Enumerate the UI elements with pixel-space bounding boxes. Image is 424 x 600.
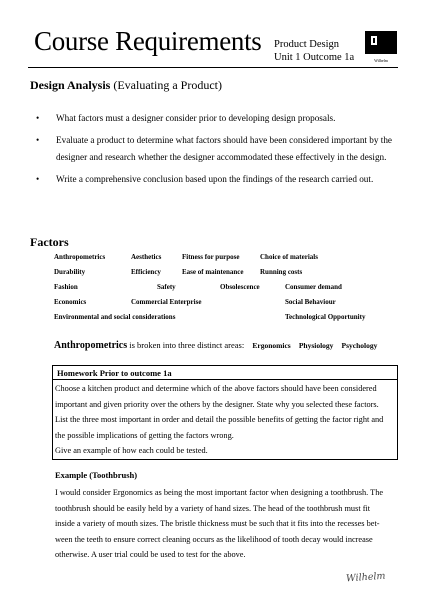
homework-line: Give an example of how each could be tested.	[55, 446, 208, 455]
homework-line: the possible implications of getting the factors wrong.	[55, 430, 234, 440]
bullet-icon: •	[36, 173, 40, 184]
course-subtitle	[274, 38, 354, 64]
area-ergonomics: Ergonomics	[252, 341, 291, 350]
logo-emblem-icon	[370, 35, 378, 46]
factor-item: Anthropometrics	[54, 253, 106, 261]
example-line: toothbrush should be easily held by a variety of hand sizes. The head of the toothbrush must fit	[55, 503, 371, 513]
homework-line: important and given priority over the others by the designer. State why you selected these factors.	[55, 399, 379, 409]
factor-item: Environmental and social considerations	[54, 313, 176, 321]
list-item	[36, 110, 406, 128]
list-item-text: Write a comprehensive conclusion based upon the findings of the research carried out.	[56, 173, 374, 184]
factor-item: Economics	[54, 298, 87, 306]
subtitle-line-1: Product Design	[274, 39, 340, 50]
logo-caption: Wilhelm	[374, 58, 388, 63]
factor-item: Consumer demand	[285, 283, 342, 291]
factor-item: Running costs	[260, 268, 303, 276]
page-header	[28, 26, 400, 72]
bullet-icon: •	[36, 134, 40, 145]
factor-item: Ease of maintenance	[182, 268, 244, 276]
factor-item: Commercial Enterprise	[131, 298, 202, 306]
list-item	[36, 132, 406, 167]
factor-item: Fitness for purpose	[182, 253, 240, 261]
factor-item: Efficiency	[131, 268, 161, 276]
design-analysis-heading	[30, 78, 222, 93]
homework-divider	[53, 379, 398, 380]
header-rule	[28, 67, 398, 68]
school-logo	[365, 31, 397, 63]
example-line: I would consider Ergonomics as being the most important factor when designing a toothbrush. The	[55, 488, 384, 497]
design-analysis-list	[36, 110, 406, 192]
anthropometrics-statement	[54, 340, 377, 351]
homework-text	[55, 381, 400, 459]
subtitle-line-2: Unit 1 Outcome 1a	[274, 52, 355, 63]
homework-line: Choose a kitchen product and determine which of the above factors should have been considered	[55, 384, 377, 393]
example-text	[55, 485, 399, 563]
factor-item: Safety	[157, 283, 176, 291]
factor-item: Choice of materials	[260, 253, 318, 261]
anthropometrics-text: is broken into three distinct areas:	[129, 340, 245, 350]
signature: Wilhelm	[345, 570, 386, 585]
factor-item: Fashion	[54, 283, 78, 291]
homework-title: Homework Prior to outcome 1a	[57, 368, 172, 378]
factor-item: Aesthetics	[131, 253, 162, 261]
factors-heading	[30, 235, 69, 250]
list-item	[36, 171, 406, 189]
factor-item: Durability	[54, 268, 86, 276]
design-analysis-title: Design Analysis	[30, 78, 111, 92]
page-title: Course Requirements	[34, 26, 262, 56]
factor-item: Technological Opportunity	[285, 313, 366, 321]
example-heading: Example (Toothbrush)	[55, 470, 138, 480]
list-item-text: What factors must a designer consider prior to developing design proposals.	[56, 113, 336, 123]
homework-line: List the three most important in order and detail the possible benefits of getting the factor right and	[55, 415, 384, 424]
anthropometrics-term: Anthropometrics	[54, 340, 128, 351]
bullet-icon: •	[36, 113, 40, 123]
factors-title: Factors	[30, 235, 69, 249]
list-item-text: Evaluate a product to determine what factors should have been considered important by the designer and research whether the designer accommodated these effectively in the design.	[56, 134, 392, 162]
factor-item: Social Behaviour	[285, 298, 336, 306]
area-physiology: Physiology	[298, 341, 334, 350]
example-line: ween the teeth to ensure correct cleaning occurs as the likelihood of tooth decay would increase	[55, 534, 373, 544]
example-line: inside a variety of mouth sizes. The bristle thickness must be such that it fits into the recesses bet-	[55, 519, 380, 528]
example-line: otherwise. A user trial could be used to test for the above.	[55, 550, 246, 559]
factor-item: Obsolescence	[220, 283, 260, 291]
area-psychology: Psychology	[341, 341, 378, 350]
design-analysis-subheading: (Evaluating a Product)	[113, 78, 222, 92]
